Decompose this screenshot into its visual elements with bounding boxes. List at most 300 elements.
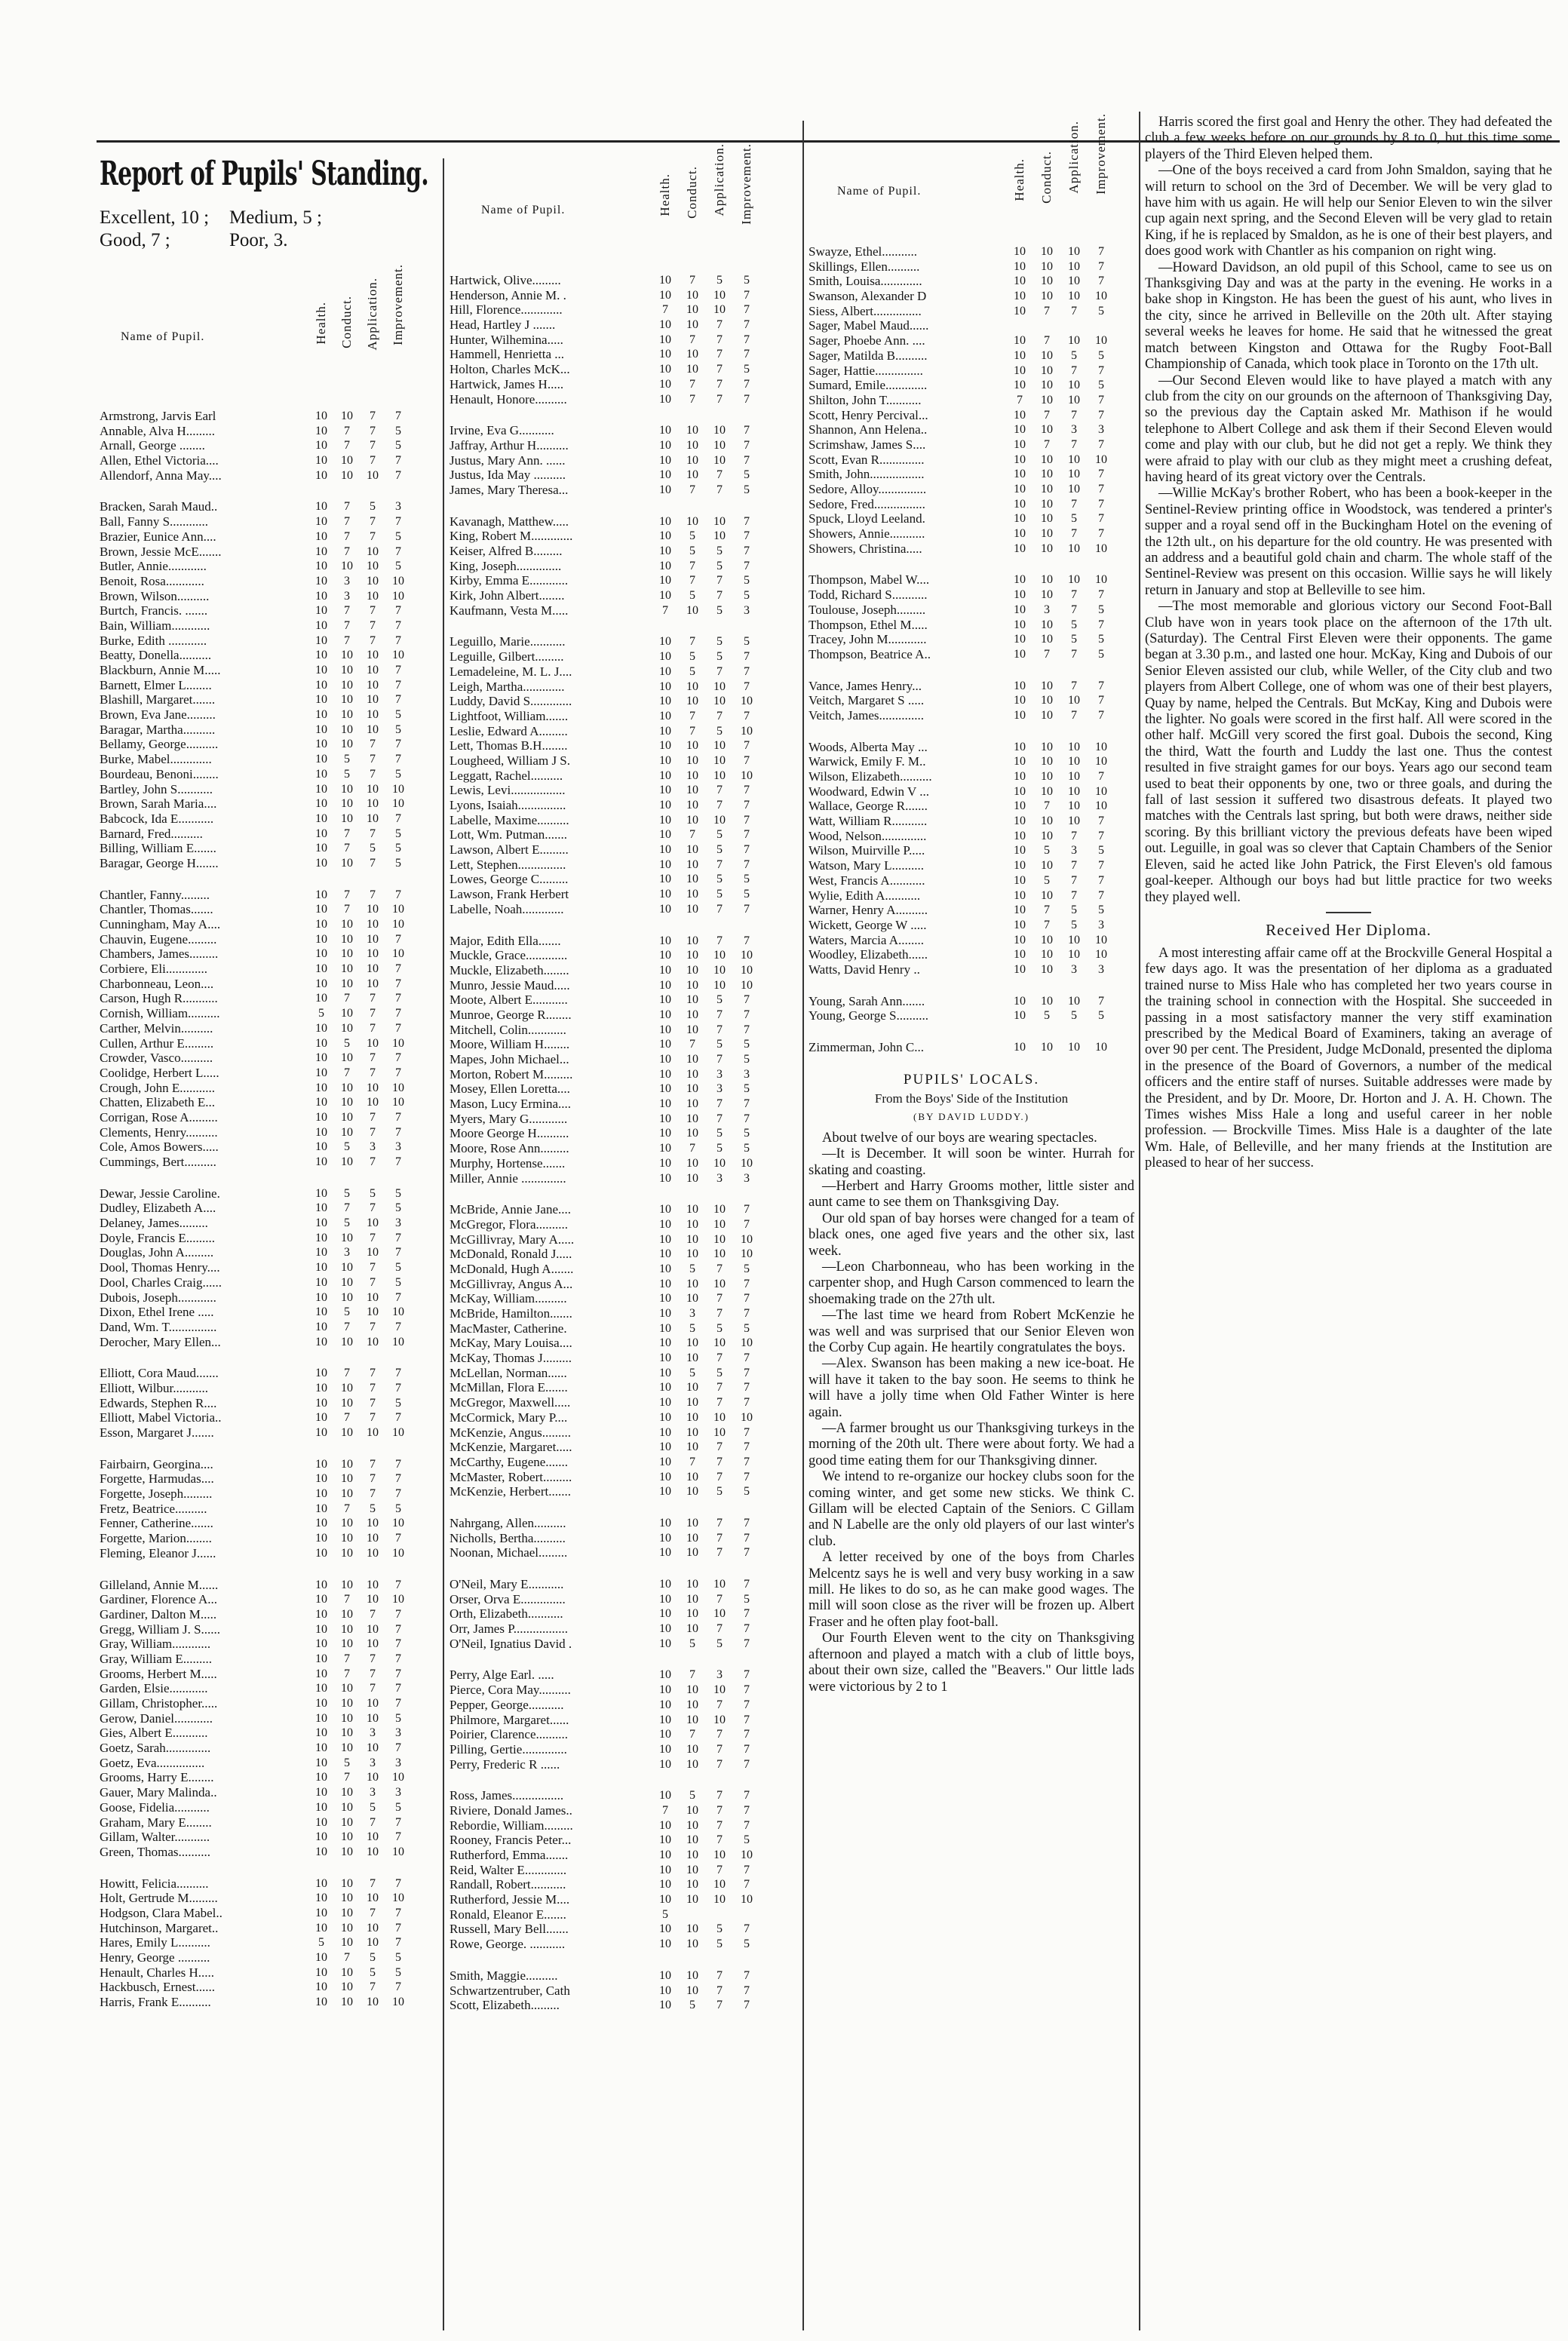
health-score: 10	[659, 799, 671, 812]
application-score: 7	[716, 1352, 723, 1365]
pupil-name: Lawson, Albert E.........	[450, 842, 569, 858]
health-score: 10	[315, 888, 327, 901]
table-row	[450, 948, 798, 963]
application-score: 7	[716, 1097, 723, 1111]
pupil-name: Edwards, Stephen R....	[100, 1395, 217, 1410]
improvement-score: 7	[744, 1607, 750, 1621]
grade-legend	[100, 207, 439, 252]
improvement-score: 10	[392, 1845, 404, 1858]
table-row	[450, 288, 798, 303]
table-row	[450, 1082, 798, 1097]
conduct-score: 10	[686, 1277, 698, 1290]
improvement-score: 7	[395, 1815, 401, 1829]
health-score: 10	[315, 1021, 327, 1035]
health-score: 10	[315, 1593, 327, 1606]
pupil-name: Fenner, Catherine.......	[100, 1516, 213, 1531]
conduct-score: 7	[1044, 918, 1050, 931]
health-score: 10	[315, 1487, 327, 1501]
application-score: 7	[370, 1367, 376, 1380]
table-row	[100, 1652, 439, 1667]
application-score: 7	[716, 1803, 723, 1817]
pupil-group	[450, 1968, 798, 2013]
pupil-name: West, Francis A...........	[809, 873, 925, 888]
application-score: 5	[370, 1502, 376, 1515]
conduct-score: 10	[341, 1155, 353, 1168]
conduct-score: 3	[344, 589, 350, 603]
pupil-name: Burke, Mabel.............	[100, 752, 212, 767]
pupil-name: Waters, Marcia A........	[809, 932, 924, 947]
pupil-name: Holton, Charles McK...	[450, 362, 570, 377]
pupil-group	[450, 273, 798, 407]
pupil-name: McKay, William..........	[450, 1291, 567, 1306]
pupil-group	[809, 244, 1134, 556]
conduct-score: 7	[344, 1320, 350, 1333]
conduct-score: 10	[1041, 588, 1053, 602]
pupil-name: Cole, Amos Bowers.....	[100, 1140, 219, 1155]
improvement-score: 7	[744, 1455, 750, 1468]
health-score: 10	[315, 797, 327, 811]
pupil-name: Woodley, Elizabeth......	[809, 947, 928, 962]
health-score: 10	[659, 392, 671, 406]
pupil-name: Philmore, Margaret......	[450, 1712, 569, 1727]
health-score: 10	[659, 1757, 671, 1771]
table-row	[100, 1830, 439, 1845]
health-score: 10	[1014, 755, 1026, 769]
pupil-name: Young, Sarah Ann.......	[809, 993, 925, 1008]
improvement-score: 7	[744, 514, 750, 528]
improvement-score: 10	[392, 797, 404, 811]
table-row	[100, 767, 439, 782]
application-score: 10	[1068, 245, 1080, 258]
pupil-name: Gillam, Walter...........	[100, 1830, 210, 1845]
conduct-score: 10	[1041, 259, 1053, 273]
conduct-score: 5	[1044, 873, 1050, 887]
health-score: 10	[659, 1292, 671, 1305]
table-row	[100, 1125, 439, 1140]
pupil-name: Scott, Evan R..............	[809, 452, 925, 467]
report-title: Report of Pupils' Standing.	[100, 155, 428, 193]
pupil-name: McCormick, Mary P....	[450, 1410, 568, 1425]
table-row	[450, 1803, 798, 1818]
health-score: 10	[315, 1637, 327, 1651]
improvement-score: 7	[395, 545, 401, 558]
application-score: 10	[367, 1096, 379, 1109]
application-score: 7	[716, 1307, 723, 1320]
application-score: 5	[1071, 618, 1077, 631]
pupil-name: Kaufmann, Vesta M.....	[450, 603, 569, 618]
health-score: 10	[1014, 740, 1026, 753]
pupil-name: Rebordie, William.........	[450, 1818, 573, 1833]
conduct-score: 10	[1041, 633, 1053, 646]
improvement-column-header: Improvement.	[739, 143, 753, 225]
table-row	[450, 438, 798, 453]
conduct-score: 7	[689, 1668, 695, 1682]
conduct-score: 5	[689, 1262, 695, 1275]
health-score: 10	[315, 1125, 327, 1139]
health-score: 10	[315, 903, 327, 916]
pupil-name: Dool, Charles Craig......	[100, 1275, 222, 1290]
conduct-score: 10	[341, 1021, 353, 1035]
improvement-score: 7	[395, 1066, 401, 1079]
improvement-score: 7	[395, 888, 401, 901]
health-score: 10	[659, 1893, 671, 1907]
conduct-score: 7	[344, 992, 350, 1005]
health-score: 10	[1014, 694, 1026, 707]
pupil-name: Elliott, Wilbur...........	[100, 1380, 208, 1395]
table-row	[100, 1696, 439, 1711]
improvement-score: 10	[392, 947, 404, 961]
application-score: 7	[370, 992, 376, 1005]
locals-subheading: From the Boys' Side of the Institution	[874, 1091, 1069, 1106]
health-score: 10	[659, 1440, 671, 1454]
health-score: 10	[659, 1262, 671, 1275]
pupil-name: Rooney, Francis Peter...	[450, 1833, 572, 1848]
conduct-score: 10	[341, 1906, 353, 1919]
table-row	[450, 1440, 798, 1455]
health-score: 10	[659, 1156, 671, 1170]
conduct-score: 10	[686, 888, 698, 901]
health-score: 10	[659, 1833, 671, 1847]
application-score: 5	[1071, 904, 1077, 917]
conduct-score: 10	[1041, 618, 1053, 631]
health-score: 7	[662, 603, 668, 617]
standing-column-2	[450, 143, 798, 2330]
table-row	[809, 1040, 1134, 1055]
health-score: 10	[315, 918, 327, 931]
conduct-score: 5	[344, 1217, 350, 1230]
health-score: 10	[659, 348, 671, 361]
health-score: 10	[659, 873, 671, 886]
improvement-score: 7	[395, 1622, 401, 1636]
pupil-name: McMillan, Flora E.......	[450, 1380, 568, 1395]
conduct-score: 10	[341, 812, 353, 825]
improvement-score: 10	[741, 724, 753, 738]
pupil-name: Vance, James Henry...	[809, 678, 922, 693]
health-score: 10	[659, 1789, 671, 1803]
health-score: 10	[659, 650, 671, 664]
improvement-score: 7	[1098, 873, 1104, 887]
table-row	[809, 378, 1134, 393]
improvement-score: 7	[395, 678, 401, 692]
application-score: 7	[716, 1262, 723, 1275]
pupil-name: Bourdeau, Benoni........	[100, 766, 219, 781]
table-row	[450, 1727, 798, 1742]
pupil-name: Charbonneau, Leon....	[100, 976, 214, 991]
conduct-score: 7	[689, 574, 695, 588]
health-score: 10	[659, 784, 671, 797]
table-row	[450, 1232, 798, 1247]
application-score: 7	[1071, 679, 1077, 692]
pupil-group	[100, 1457, 439, 1561]
improvement-score: 5	[744, 635, 750, 649]
improvement-score: 7	[395, 977, 401, 990]
improvement-score: 10	[392, 782, 404, 796]
pupil-name: Veitch, Margaret S .....	[809, 693, 925, 708]
table-row	[809, 618, 1134, 633]
health-score: 10	[315, 738, 327, 751]
conduct-score: 10	[686, 1396, 698, 1410]
application-score: 10	[1068, 694, 1080, 707]
health-score: 10	[315, 1667, 327, 1680]
conduct-score: 10	[341, 1726, 353, 1740]
application-score: 10	[367, 812, 379, 825]
conduct-score: 10	[686, 978, 698, 992]
conduct-score: 7	[344, 1951, 350, 1964]
improvement-score: 7	[744, 288, 750, 302]
health-score: 10	[659, 1023, 671, 1036]
health-score: 10	[1014, 994, 1026, 1008]
table-row	[809, 526, 1134, 542]
table-row	[809, 408, 1134, 423]
conduct-score: 10	[341, 1096, 353, 1109]
pupil-name: Graham, Mary E........	[100, 1815, 212, 1830]
pupil-name: McGillivray, Angus A...	[450, 1276, 573, 1291]
health-score: 10	[315, 574, 327, 588]
health-score: 10	[315, 1756, 327, 1769]
pupil-name: Hodgson, Clara Mabel..	[100, 1905, 222, 1920]
health-score: 10	[315, 1786, 327, 1799]
health-score: 10	[1014, 275, 1026, 288]
improvement-score: 3	[744, 1171, 750, 1185]
table-row	[100, 1607, 439, 1622]
pupil-name: Gray, William E.........	[100, 1651, 212, 1666]
conduct-score: 10	[686, 843, 698, 857]
improvement-score: 10	[741, 1232, 753, 1246]
application-score: 7	[716, 1008, 723, 1021]
improvement-score: 5	[395, 1261, 401, 1275]
health-score: 10	[315, 1578, 327, 1591]
health-score: 10	[1014, 588, 1026, 602]
application-score: 10	[1068, 393, 1080, 407]
application-score: 10	[367, 574, 379, 588]
table-row	[100, 1980, 439, 1995]
conduct-score: 10	[1041, 497, 1053, 511]
improvement-score: 7	[395, 618, 401, 632]
application-score: 10	[1068, 290, 1080, 303]
pupil-name: Carson, Hugh R...........	[100, 991, 218, 1006]
health-score: 10	[315, 1741, 327, 1755]
application-score: 10	[713, 424, 726, 437]
application-score: 5	[716, 1366, 723, 1379]
application-score: 7	[716, 1112, 723, 1125]
table-row	[100, 529, 439, 545]
conduct-score: 10	[1041, 933, 1053, 947]
health-score: 10	[315, 1815, 327, 1829]
health-score: 10	[315, 1607, 327, 1621]
table-row	[450, 1217, 798, 1232]
pupil-name: Miller, Annie ..............	[450, 1170, 566, 1186]
application-score: 3	[370, 1756, 376, 1769]
improvement-score: 10	[741, 1893, 753, 1907]
application-score: 7	[716, 1381, 723, 1394]
table-row	[100, 634, 439, 649]
conduct-score: 7	[1044, 408, 1050, 422]
improvement-score: 7	[744, 1112, 750, 1125]
health-score: 10	[315, 664, 327, 677]
table-row	[450, 798, 798, 813]
table-row	[450, 377, 798, 392]
conduct-score: 7	[344, 529, 350, 543]
pupil-name: Hutchinson, Margaret..	[100, 1920, 219, 1935]
application-score: 7	[370, 424, 376, 437]
pupil-name: Swanson, Alexander D	[809, 289, 927, 304]
pupil-name: Benoit, Rosa............	[100, 573, 204, 588]
application-score: 10	[1068, 933, 1080, 947]
application-score: 7	[716, 1292, 723, 1305]
table-row	[100, 1845, 439, 1860]
legend-good: Good, 7 ;	[100, 230, 170, 250]
health-score: 10	[315, 827, 327, 840]
health-score: 10	[659, 828, 671, 842]
table-row	[450, 1833, 798, 1848]
pupil-name: Moore, Rose Ann.........	[450, 1141, 569, 1156]
article-paragraph: A letter received by one of the boys from Charles Melcentz says he is well and very busy working in a saw mill. He likes to do so, as he can make good wages. The mill will soon close as the river will be frozen up. Albert Fraser and he often play foot-ball.	[809, 1550, 1134, 1630]
pupil-name: Goetz, Eva...............	[100, 1755, 205, 1770]
application-score: 5	[716, 274, 723, 287]
health-score: 10	[1014, 1009, 1026, 1023]
conduct-score: 3	[344, 574, 350, 588]
application-score: 10	[713, 753, 726, 767]
table-row	[100, 888, 439, 903]
application-score: 10	[367, 903, 379, 916]
conduct-score: 7	[689, 483, 695, 496]
health-score: 10	[315, 1140, 327, 1154]
conduct-score: 10	[686, 1112, 698, 1125]
improvement-score: 7	[744, 1622, 750, 1636]
pupil-group	[100, 499, 439, 870]
health-score: 10	[659, 1999, 671, 2012]
health-score: 10	[659, 1938, 671, 1951]
table-row	[450, 333, 798, 348]
application-score: 10	[367, 1697, 379, 1710]
table-row	[100, 1502, 439, 1517]
pupil-group	[100, 1186, 439, 1350]
pupil-name: Cummings, Bert..........	[100, 1155, 216, 1169]
application-score: 5	[716, 1938, 723, 1951]
application-score: 7	[370, 1051, 376, 1065]
table-row	[809, 364, 1134, 379]
pupil-name: Hill, Florence.............	[450, 302, 563, 318]
application-score: 7	[370, 1906, 376, 1919]
health-score: 10	[659, 813, 671, 827]
pupil-name: Corbiere, Eli.............	[100, 962, 208, 977]
conduct-score: 10	[341, 1578, 353, 1591]
table-row	[809, 482, 1134, 497]
health-score: 10	[659, 1878, 671, 1892]
application-score: 7	[370, 1381, 376, 1394]
pupil-name: Forgette, Harmudas....	[100, 1471, 214, 1487]
pupil-name: Watt, William R...........	[809, 814, 928, 829]
conduct-score: 10	[1041, 948, 1053, 962]
improvement-score: 7	[395, 1367, 401, 1380]
table-row	[100, 1921, 439, 1936]
table-row	[100, 1578, 439, 1593]
table-row	[450, 1037, 798, 1052]
pupil-name: Arnall, George ........	[100, 438, 205, 453]
pupil-name: Smith, John.................	[809, 467, 925, 482]
application-score: 5	[1071, 1009, 1077, 1023]
conduct-score: 10	[686, 902, 698, 916]
health-score: 10	[659, 274, 671, 287]
table-row	[450, 902, 798, 917]
pupil-name: Dixon, Ethel Irene .....	[100, 1305, 214, 1320]
application-score: 5	[1071, 512, 1077, 526]
application-score: 5	[716, 545, 723, 557]
conduct-score: 5	[344, 1186, 350, 1200]
pupil-name: Gies, Albert E...........	[100, 1726, 208, 1741]
conduct-score: 7	[689, 724, 695, 738]
improvement-score: 5	[744, 1262, 750, 1275]
application-score: 10	[713, 529, 726, 543]
table-row	[100, 453, 439, 468]
conduct-score: 7	[689, 1142, 695, 1155]
improvement-score: 7	[395, 1320, 401, 1333]
pupil-name: Orr, James P.................	[450, 1622, 569, 1637]
health-score: 10	[1014, 453, 1026, 466]
conduct-score: 10	[686, 1607, 698, 1621]
table-row	[100, 1110, 439, 1125]
table-row	[450, 1637, 798, 1652]
pupil-name: Clements, Henry..........	[100, 1124, 218, 1140]
table-row	[450, 664, 798, 680]
improvement-score: 7	[1098, 527, 1104, 541]
pupil-name: King, Joseph..............	[450, 558, 562, 573]
improvement-score: 7	[744, 392, 750, 406]
table-row	[450, 1698, 798, 1713]
pupil-name: Gauer, Mary Malinda..	[100, 1785, 217, 1800]
conduct-score: 10	[686, 993, 698, 1007]
application-score: 10	[713, 1713, 726, 1726]
table-row	[100, 1006, 439, 1021]
pupil-name: Justus, Ida May ..........	[450, 468, 566, 483]
application-score: 10	[713, 303, 726, 317]
health-score: 10	[315, 1532, 327, 1545]
application-score: 10	[1068, 275, 1080, 288]
health-score: 10	[1014, 904, 1026, 917]
table-row	[450, 1892, 798, 1907]
application-score: 10	[367, 1532, 379, 1545]
pupil-name: Garden, Elsie............	[100, 1681, 208, 1696]
health-score: 10	[315, 1652, 327, 1665]
health-score: 10	[659, 1142, 671, 1155]
conduct-score: 7	[344, 1593, 350, 1606]
improvement-score: 7	[1098, 859, 1104, 873]
application-score: 7	[1071, 527, 1077, 541]
application-score: 10	[713, 813, 726, 827]
health-score: 10	[315, 1320, 327, 1333]
improvement-score: 7	[744, 1683, 750, 1697]
application-score: 10	[713, 1247, 726, 1261]
health-score: 10	[659, 1171, 671, 1185]
pupil-name: Leslie, Edward A.........	[450, 723, 568, 738]
improvement-score: 7	[744, 1637, 750, 1650]
conduct-score: 10	[686, 453, 698, 467]
improvement-score: 7	[395, 1652, 401, 1665]
improvement-score: 5	[395, 1965, 401, 1979]
improvement-score: 5	[395, 1711, 401, 1725]
improvement-score: 10	[392, 1096, 404, 1109]
conduct-score: 10	[686, 1849, 698, 1861]
improvement-score: 7	[395, 1457, 401, 1471]
health-score: 10	[1014, 633, 1026, 646]
conduct-score: 10	[1041, 393, 1053, 407]
table-row	[100, 1260, 439, 1275]
improvement-score: 7	[744, 1728, 750, 1741]
health-score: 10	[1014, 829, 1026, 842]
improvement-score: 7	[744, 1922, 750, 1936]
diploma-heading: Received Her Diploma.	[1266, 920, 1431, 939]
health-score: 10	[315, 1771, 327, 1784]
